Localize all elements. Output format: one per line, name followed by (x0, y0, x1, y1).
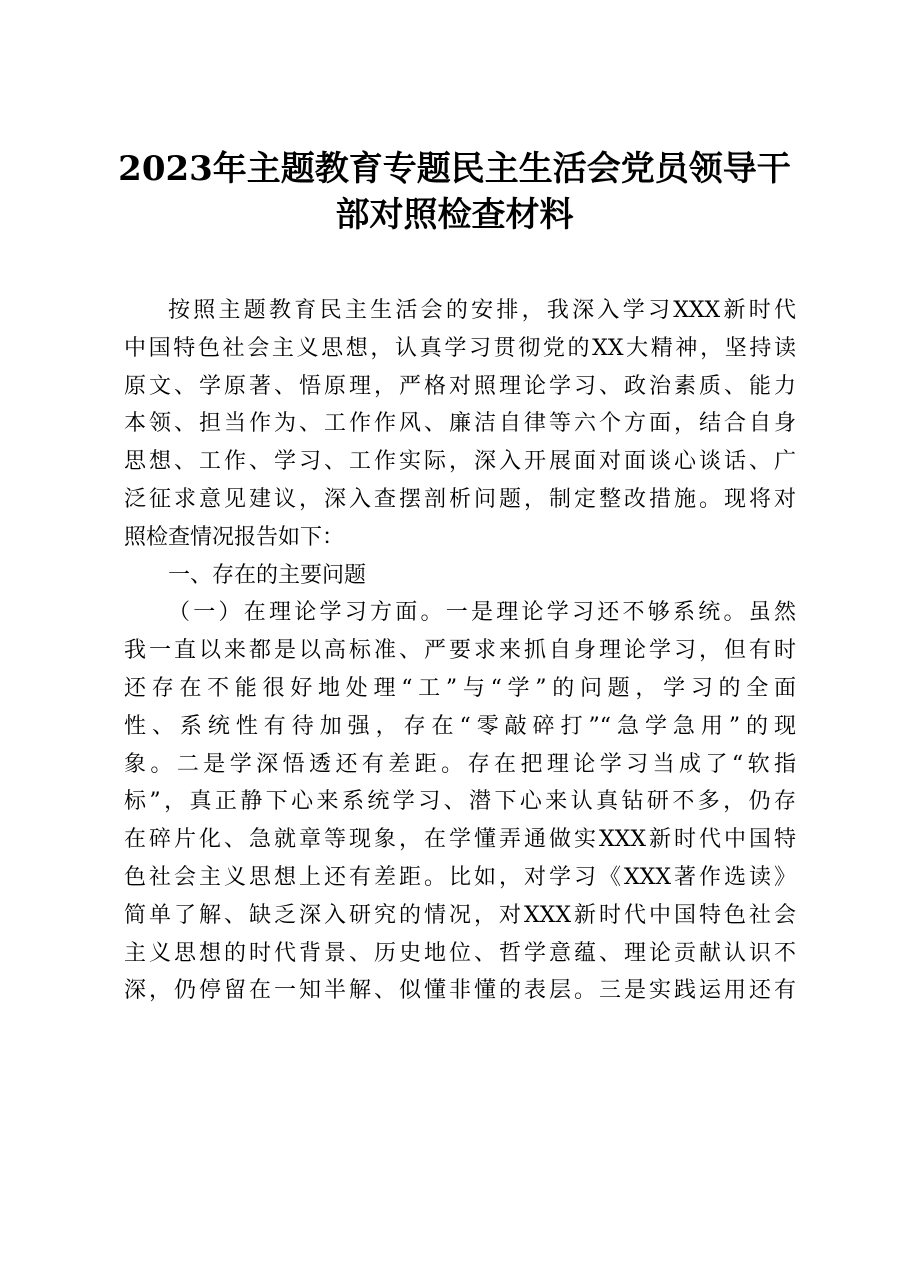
paragraph-3-line-1: （一）在理论学习方面。一是理论学习还不够系统。虽然 (168, 600, 796, 626)
paragraph-3-line-7: 在碎片化、急就章等现象，在学懂弄通做实XXX新时代中国特 (124, 827, 796, 853)
paragraph-1-line-3: 原文、学原著、悟原理，严格对照理论学习、政治素质、能力 (124, 373, 796, 399)
section-heading: 一、存在的主要问题 (168, 562, 367, 588)
paragraph-1-line-7: 照检查情况报告如下： (124, 524, 345, 550)
paragraph-3-line-5: 象。二是学深悟透还有差距。存在把理论学习当成了“软指 (124, 751, 796, 777)
paragraph-1-line-4: 本领、担当作为、工作作风、廉洁自律等六个方面，结合自身 (124, 411, 796, 437)
paragraph-1-line-5: 思想、工作、学习、工作实际，深入开展面对面谈心谈话、广 (124, 449, 796, 475)
paragraph-3-line-4: 性、系统性有待加强，存在“零敲碎打”“急学急用”的现 (124, 713, 796, 739)
paragraph-3-line-10: 主义思想的时代背景、历史地位、哲学意蕴、理论贡献认识不 (124, 940, 796, 966)
document-title (100, 146, 809, 238)
paragraph-3-line-11: 深，仍停留在一知半解、似懂非懂的表层。三是实践运用还有 (124, 978, 796, 1004)
paragraph-3-line-9: 简单了解、缺乏深入研究的情况，对XXX新时代中国特色社会 (124, 902, 796, 928)
title-line-1: 2023年主题教育专题民主生活会党员领导干 (118, 149, 791, 189)
title-line-2: 部对照检查材料 (335, 195, 574, 235)
paragraph-3-line-2: 我一直以来都是以高标准、严要求来抓自身理论学习，但有时 (124, 638, 796, 664)
paragraph-1-line-6: 泛征求意见建议，深入查摆剖析问题，制定整改措施。现将对 (124, 486, 796, 512)
paragraph-3-line-8: 色社会主义思想上还有差距。比如，对学习《XXX著作选读》 (124, 864, 796, 890)
paragraph-1-line-2: 中国特色社会主义思想，认真学习贯彻党的XX大精神，坚持读 (124, 335, 796, 361)
paragraph-3-line-3: 还存在不能很好地处理“工”与“学”的问题，学习的全面 (124, 675, 796, 701)
document-body (124, 292, 796, 1010)
paragraph-1-line-1: 按照主题教育民主生活会的安排，我深入学习XXX新时代 (168, 298, 796, 323)
paragraph-3-line-6: 标”，真正静下心来系统学习、潜下心来认真钻研不多，仍存 (124, 789, 796, 815)
